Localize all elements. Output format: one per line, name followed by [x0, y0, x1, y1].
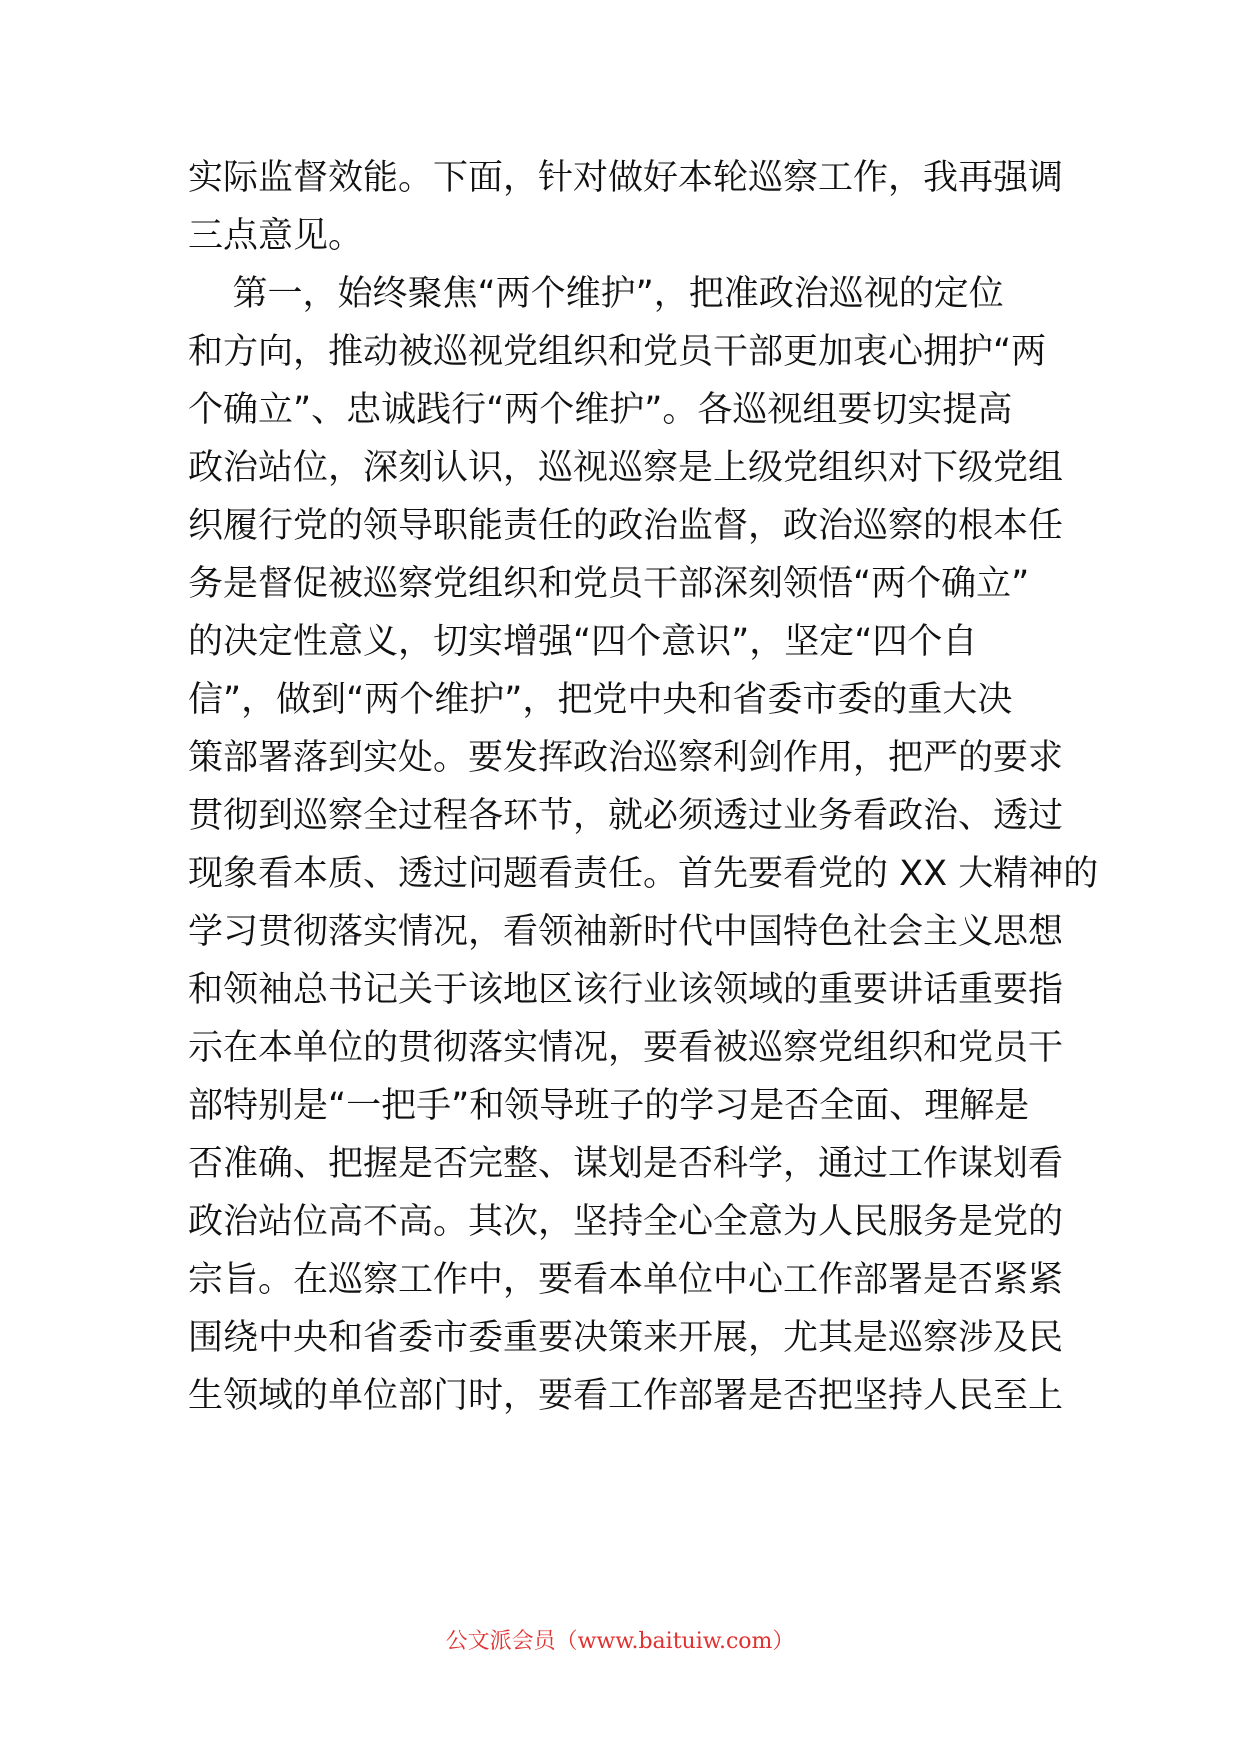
paragraph-line: 示在本单位的贯彻落实情况，要看被巡察党组织和党员干 [188, 1028, 1064, 1068]
paragraph-line: 生领域的单位部门时，要看工作部署是否把坚持人民至上 [188, 1376, 1064, 1416]
paragraph-line: 政治站位，深刻认识，巡视巡察是上级党组织对下级党组 [188, 448, 1064, 488]
paragraph-line: 织履行党的领导职能责任的政治监督，政治巡察的根本任 [188, 506, 1064, 546]
paragraph-line: 学习贯彻落实情况，看领袖新时代中国特色社会主义思想 [188, 912, 1064, 952]
paragraph-line: 实际监督效能。下面，针对做好本轮巡察工作，我再强调 [188, 158, 1064, 198]
footer-watermark: 公文派会员（www.baituiw.com） [445, 1629, 795, 1654]
paragraph-line: 个确立”、忠诚践行“两个维护”。各巡视组要切实提高 [188, 390, 1013, 430]
paragraph-line: 策部署落到实处。要发挥政治巡察利剑作用，把严的要求 [188, 738, 1064, 778]
paragraph-line: 政治站位高不高。其次，坚持全心全意为人民服务是党的 [188, 1202, 1064, 1242]
paragraph-line: 否准确、把握是否完整、谋划是否科学，通过工作谋划看 [188, 1144, 1064, 1184]
paragraph-line: 务是督促被巡察党组织和党员干部深刻领悟“两个确立” [188, 564, 1030, 604]
paragraph-line: 的决定性意义，切实增强“四个意识”，坚定“四个自 [188, 622, 978, 662]
paragraph-line: 和方向，推动被巡视党组织和党员干部更加衷心拥护“两 [188, 332, 1047, 372]
paragraph-line: 现象看本质、透过问题看责任。首先要看党的 XX 大精神的 [188, 854, 1099, 894]
paragraph-line: 第一，始终聚焦“两个维护”，把准政治巡视的定位 [188, 274, 1004, 314]
paragraph-line: 三点意见。 [188, 216, 364, 256]
paragraph-line: 宗旨。在巡察工作中，要看本单位中心工作部署是否紧紧 [188, 1260, 1064, 1300]
paragraph-line: 贯彻到巡察全过程各环节，就必须透过业务看政治、透过 [188, 796, 1064, 836]
paragraph-line: 部特别是“一把手”和领导班子的学习是否全面、理解是 [188, 1086, 1030, 1126]
paragraph-line: 和领袖总书记关于该地区该行业该领域的重要讲话重要指 [188, 970, 1064, 1010]
paragraph-line: 围绕中央和省委市委重要决策来开展，尤其是巡察涉及民 [188, 1318, 1064, 1358]
paragraph-line: 信”，做到“两个维护”，把党中央和省委市委的重大决 [188, 680, 1013, 720]
